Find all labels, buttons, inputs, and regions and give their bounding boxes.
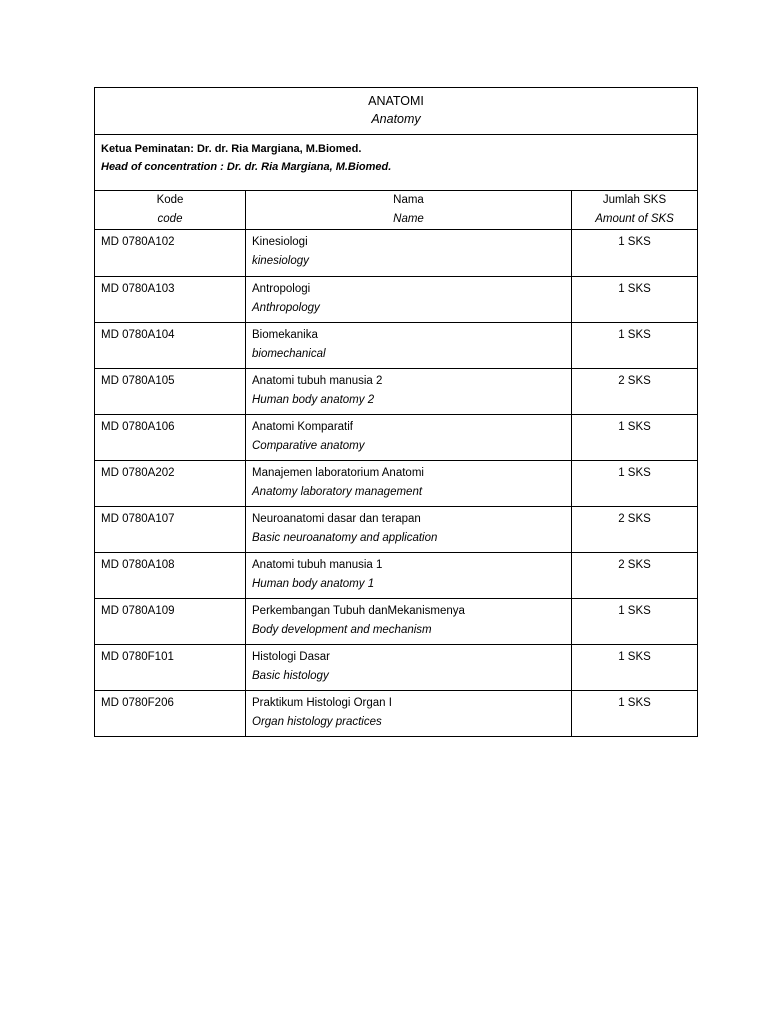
course-name-cell	[246, 461, 572, 507]
course-sks: 1 SKS	[572, 691, 698, 737]
course-name-en: Body development and mechanism	[252, 624, 432, 636]
table-row	[95, 599, 698, 645]
course-name: Biomekanika	[252, 329, 318, 341]
table-row	[95, 277, 698, 323]
column-header-name	[246, 191, 572, 230]
table-row	[95, 369, 698, 415]
course-sks: 1 SKS	[572, 323, 698, 369]
head-row	[95, 135, 698, 191]
course-code: MD 0780A109	[95, 599, 246, 645]
table-row	[95, 230, 698, 277]
course-name-cell	[246, 553, 572, 599]
course-name: Manajemen laboratorium Anatomi	[252, 467, 424, 479]
course-name-en: Human body anatomy 2	[252, 394, 375, 406]
course-code: MD 0780A104	[95, 323, 246, 369]
course-table	[94, 87, 698, 737]
course-name-en: Human body anatomy 1	[252, 578, 375, 590]
column-header-name-en: Name	[393, 213, 424, 225]
course-sks: 1 SKS	[572, 415, 698, 461]
course-name-en: biomechanical	[252, 348, 326, 360]
course-code: MD 0780A107	[95, 507, 246, 553]
table-row	[95, 507, 698, 553]
table-row	[95, 461, 698, 507]
course-name: Perkembangan Tubuh danMekanismenya	[252, 605, 465, 617]
course-code: MD 0780A108	[95, 553, 246, 599]
course-code: MD 0780F206	[95, 691, 246, 737]
course-sks: 2 SKS	[572, 507, 698, 553]
course-name: Anatomi tubuh manusia 2	[252, 375, 383, 387]
table-row	[95, 323, 698, 369]
course-code: MD 0780A103	[95, 277, 246, 323]
table-row	[95, 553, 698, 599]
course-sks: 1 SKS	[572, 645, 698, 691]
course-name-en: Anthropology	[252, 302, 320, 314]
course-sks: 1 SKS	[572, 599, 698, 645]
course-name-cell	[246, 369, 572, 415]
course-name: Histologi Dasar	[252, 651, 330, 663]
course-code: MD 0780A106	[95, 415, 246, 461]
course-name-cell	[246, 230, 572, 277]
course-name-en: Basic histology	[252, 670, 329, 682]
course-sks: 1 SKS	[572, 277, 698, 323]
course-name: Praktikum Histologi Organ I	[252, 697, 392, 709]
column-header-sks-en: Amount of SKS	[595, 213, 674, 225]
course-name-cell	[246, 691, 572, 737]
course-sks: 2 SKS	[572, 553, 698, 599]
course-name-en: Anatomy laboratory management	[252, 486, 423, 498]
course-name: Anatomi tubuh manusia 1	[252, 559, 383, 571]
course-name: Antropologi	[252, 283, 311, 295]
course-code: MD 0780A105	[95, 369, 246, 415]
column-header-sks	[572, 191, 698, 230]
head-of-concentration	[95, 135, 698, 191]
course-name: Neuroanatomi dasar dan terapan	[252, 513, 421, 525]
course-name-cell	[246, 323, 572, 369]
course-name-cell	[246, 507, 572, 553]
title-row	[95, 88, 698, 135]
course-name-en: Organ histology practices	[252, 716, 382, 728]
course-code: MD 0780A102	[95, 230, 246, 277]
course-name: Kinesiologi	[252, 236, 308, 248]
course-name-en: kinesiology	[252, 255, 309, 267]
column-header-code-en: code	[157, 213, 183, 225]
table-row	[95, 415, 698, 461]
table-row	[95, 645, 698, 691]
page-title: ANATOMI	[368, 94, 424, 108]
course-name-cell	[246, 415, 572, 461]
course-name-cell	[246, 599, 572, 645]
course-sks: 1 SKS	[572, 230, 698, 277]
table-row	[95, 691, 698, 737]
course-name: Anatomi Komparatif	[252, 421, 353, 433]
title-cell	[95, 88, 698, 135]
course-code: MD 0780F101	[95, 645, 246, 691]
head-of-concentration-en: Head of concentration : Dr. dr. Ria Margiana, M.Biomed.	[101, 161, 392, 173]
course-name-en: Basic neuroanatomy and application	[252, 532, 438, 544]
head-of-concentration-id: Ketua Peminatan: Dr. dr. Ria Margiana, M.Biomed.	[101, 143, 362, 155]
course-name-cell	[246, 277, 572, 323]
column-header-code	[95, 191, 246, 230]
course-sks: 1 SKS	[572, 461, 698, 507]
column-header-code-id: Kode	[156, 194, 184, 206]
course-code: MD 0780A202	[95, 461, 246, 507]
course-name-en: Comparative anatomy	[252, 440, 365, 452]
course-name-cell	[246, 645, 572, 691]
page-title-en: Anatomy	[371, 112, 421, 126]
column-header-sks-id: Jumlah SKS	[602, 194, 667, 206]
column-header-name-id: Nama	[393, 194, 424, 206]
column-header-row	[95, 191, 698, 230]
course-sks: 2 SKS	[572, 369, 698, 415]
